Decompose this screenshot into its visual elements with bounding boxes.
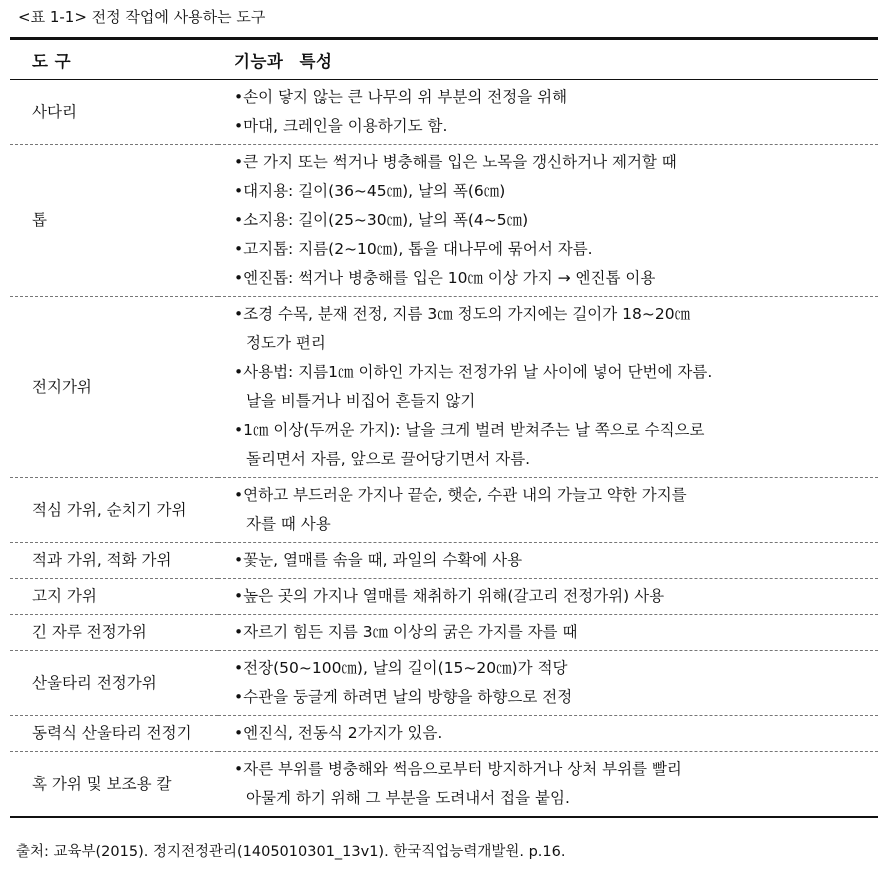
table-row [10, 543, 878, 579]
description-line: •자르기 힘든 지름 3㎝ 이상의 굵은 가지를 자를 때 [234, 623, 578, 641]
description-line: •자른 부위를 병충해와 썩음으로부터 방지하거나 상처 부위를 빨리 [234, 760, 682, 778]
tool-description [218, 752, 878, 818]
header-tool: 도 구 [10, 39, 218, 80]
description-line: 아물게 하기 위해 그 부분을 도려내서 접을 붙임. [246, 789, 570, 807]
description-line: •마대, 크레인을 이용하기도 함. [234, 117, 448, 135]
tool-name: 적심 가위, 순치기 가위 [10, 478, 218, 543]
tool-name: 적과 가위, 적화 가위 [10, 543, 218, 579]
tool-description [218, 145, 878, 297]
description-line: •엔진톱: 썩거나 병충해를 입은 10㎝ 이상 가지 → 엔진톱 이용 [234, 269, 656, 287]
table-row [10, 80, 878, 145]
tool-name: 고지 가위 [10, 579, 218, 615]
tool-description [218, 478, 878, 543]
description-line: 자를 때 사용 [246, 515, 331, 533]
description-line: 돌리면서 자름, 앞으로 끌어당기면서 자름. [246, 450, 531, 468]
tool-name: 혹 가위 및 보조용 칼 [10, 752, 218, 818]
description-line: •꽃눈, 열매를 솎을 때, 과일의 수확에 사용 [234, 551, 523, 569]
description-line: 정도가 편리 [246, 334, 326, 352]
description-line: •전장(50~100㎝), 날의 길이(15~20㎝)가 적당 [234, 659, 568, 677]
table-row [10, 716, 878, 752]
table-row [10, 651, 878, 716]
tool-description [218, 579, 878, 615]
tool-description [218, 615, 878, 651]
tool-name: 긴 자루 전정가위 [10, 615, 218, 651]
tool-name: 톱 [10, 145, 218, 297]
description-line: •고지톱: 지름(2~10㎝), 톱을 대나무에 묶어서 자름. [234, 240, 593, 258]
description-line: •1㎝ 이상(두꺼운 가지): 날을 크게 벌려 받쳐주는 날 쪽으로 수직으로 [234, 421, 705, 439]
table-row [10, 615, 878, 651]
description-line: •엔진식, 전동식 2가지가 있음. [234, 724, 443, 742]
tool-description [218, 80, 878, 145]
description-line: •큰 가지 또는 썩거나 병충해를 입은 노목을 갱신하거나 제거할 때 [234, 153, 677, 171]
table-caption: <표 1-1> 전정 작업에 사용하는 도구 [18, 8, 266, 26]
tool-name: 전지가위 [10, 297, 218, 478]
header-features: 기능과 특성 [218, 39, 878, 80]
table-row [10, 752, 878, 818]
description-line: •수관을 둥글게 하려면 날의 방향을 하향으로 전정 [234, 688, 573, 706]
tool-name: 사다리 [32, 102, 77, 121]
tool-description [218, 651, 878, 716]
description-line: •대지용: 길이(36~45㎝), 날의 폭(6㎝) [234, 182, 506, 200]
table-row [10, 478, 878, 543]
tool-name: 동력식 산울타리 전정기 [10, 716, 218, 752]
table-header-row [10, 39, 878, 80]
table-row [10, 297, 878, 478]
description-line: •손이 닿지 않는 큰 나무의 위 부분의 전정을 위해 [234, 88, 568, 106]
description-line: •소지용: 길이(25~30㎝), 날의 폭(4~5㎝) [234, 211, 529, 229]
table-row [10, 145, 878, 297]
description-line: •사용법: 지름1㎝ 이하인 가지는 전정가위 날 사이에 넣어 단번에 자름. [234, 363, 713, 381]
description-line: 날을 비틀거나 비집어 흔들지 않기 [246, 392, 476, 410]
description-line: •조경 수목, 분재 전정, 지름 3㎝ 정도의 가지에는 길이가 18~20㎝ [234, 305, 691, 323]
tool-description [218, 297, 878, 478]
description-line: •연하고 부드러운 가지나 끝순, 햇순, 수관 내의 가늘고 약한 가지를 [234, 486, 687, 504]
pruning-tools-table [10, 37, 878, 818]
table-row [10, 579, 878, 615]
tool-description [218, 543, 878, 579]
description-line: •높은 곳의 가지나 열매를 채취하기 위해(갈고리 전정가위) 사용 [234, 587, 665, 605]
tool-description [218, 716, 878, 752]
source-citation: 출처: 교육부(2015). 정지전정관리(1405010301_13v1). 한국직업능력개발원. p.16. [16, 844, 566, 860]
tool-name: 산울타리 전정가위 [10, 651, 218, 716]
